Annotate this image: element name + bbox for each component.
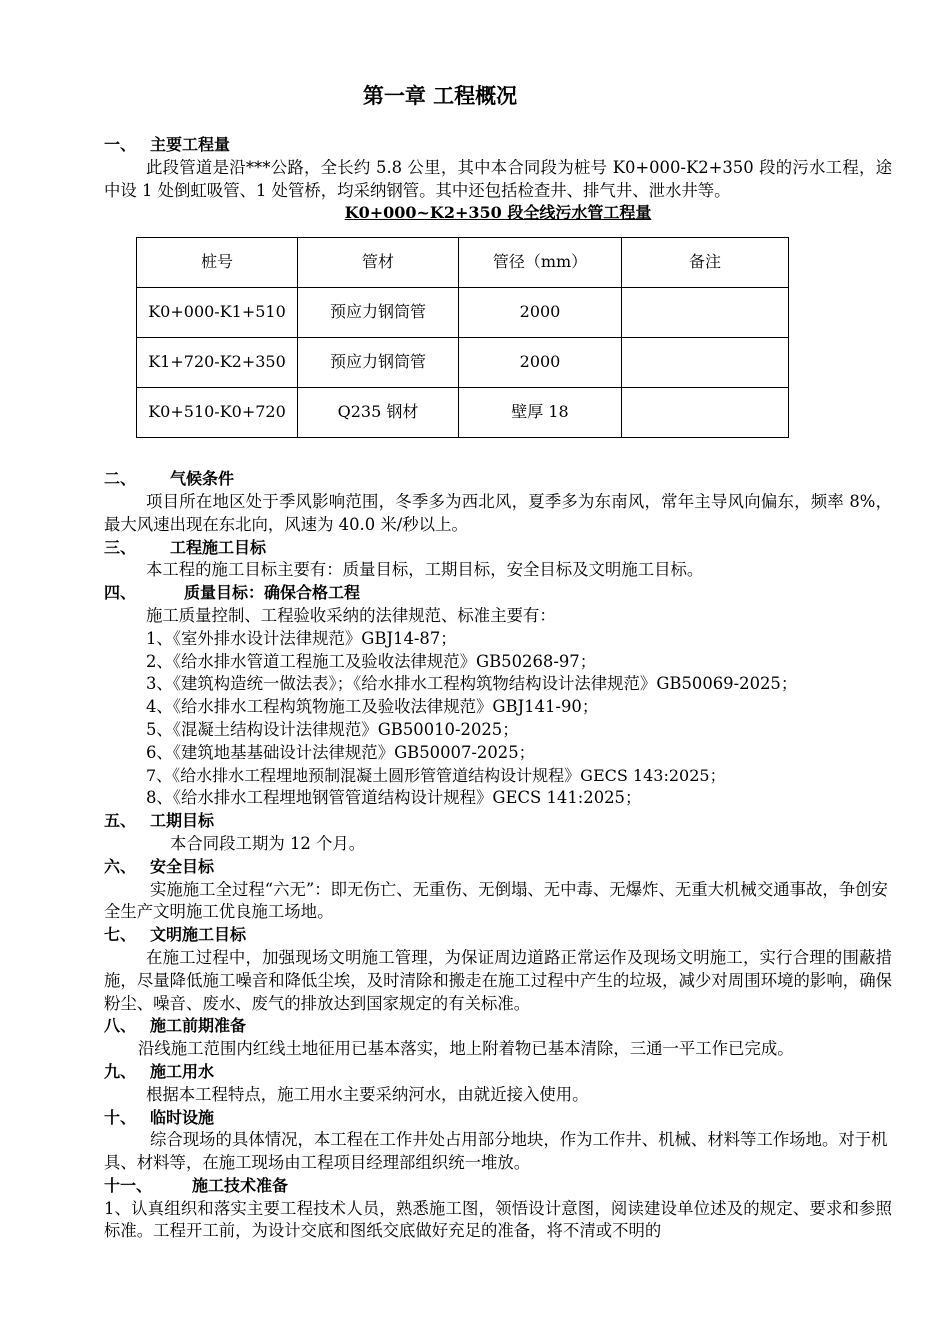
table-cell: Q235 钢材 <box>298 388 459 438</box>
table-row <box>137 288 789 338</box>
section-heading-10 <box>104 1107 892 1130</box>
table-cell: K0+000-K1+510 <box>137 288 298 338</box>
standard-list-item: 5、《混凝土结构设计法律规范》GB50010-2025； <box>146 719 519 739</box>
section-paragraph: 综合现场的具体情况，本工程在工作井处占用部分地块，作为工作井、机械、材料等工作场地。对于机具、材料等，在施工现场由工程项目经理部组织统一堆放。 <box>104 1130 888 1173</box>
table-cell: 预应力钢筒管 <box>298 288 459 338</box>
section-heading-8 <box>104 1015 892 1038</box>
table-header-cell: 管材 <box>298 238 459 288</box>
section-number: 三、 <box>104 537 137 557</box>
table-cell: K1+720-K2+350 <box>137 338 298 388</box>
section-number: 九、 <box>104 1061 137 1081</box>
standard-list-item: 6、《建筑地基基础设计法律规范》GB50007-2025； <box>146 742 536 762</box>
section-heading-2 <box>104 468 892 491</box>
section-number: 一、 <box>104 135 137 154</box>
section-title: 主要工程量 <box>150 135 231 154</box>
table-cell: 2000 <box>459 338 622 388</box>
section-paragraph: 施工质量控制、工程验收采纳的法律规范、标准主要有： <box>146 605 556 625</box>
section-heading-5 <box>104 810 892 833</box>
table-row <box>137 388 789 438</box>
section-number: 十一、 <box>104 1175 153 1195</box>
chapter-title: 第一章 工程概况 <box>362 84 518 108</box>
section-paragraph: 1、认真组织和落实主要工程技术人员，熟悉施工图，领悟设计意图，阅读建设单位述及的规定、要求和参照标准。工程开工前，为设计交底和图纸交底做好充足的准备，将不清或不明的 <box>104 1198 892 1241</box>
section-title: 施工技术准备 <box>192 1175 289 1195</box>
section-number: 六、 <box>104 856 137 876</box>
section-heading-9 <box>104 1061 892 1084</box>
section-number: 五、 <box>104 811 137 831</box>
standard-list-item: 1、《室外排水设计法律规范》GBJ14-87； <box>146 628 457 648</box>
section-heading-11 <box>104 1175 892 1198</box>
table-cell <box>622 388 789 438</box>
document-body <box>104 134 892 1243</box>
section-title: 工期目标 <box>150 811 215 831</box>
table-header-cell: 备注 <box>622 238 789 288</box>
section-paragraph: 项目所在地区处于季风影响范围，冬季多为西北风，夏季多为东南风，常年主导风向偏东，频率 8%，最大风速出现在东北向，风速为 40.0 米/秒以上。 <box>104 491 892 534</box>
section-title: 施工用水 <box>150 1061 215 1081</box>
section-heading-3 <box>104 537 892 560</box>
section-heading-1 <box>104 134 892 157</box>
section-title: 气候条件 <box>170 469 235 489</box>
section-heading-4 <box>104 582 892 605</box>
table-header-cell: 桩号 <box>137 238 298 288</box>
table-header-cell: 管径（mm） <box>459 238 622 288</box>
table-cell: 预应力钢筒管 <box>298 338 459 388</box>
section-number: 十、 <box>104 1107 137 1127</box>
section-number: 四、 <box>104 583 137 603</box>
section-title: 文明施工目标 <box>150 925 247 945</box>
section-paragraph: 沿线施工范围内红线土地征用已基本落实，地上附着物已基本清除，三通一平工作已完成。 <box>138 1039 794 1059</box>
table-cell: K0+510-K0+720 <box>137 388 298 438</box>
section-number: 八、 <box>104 1016 137 1036</box>
section-paragraph: 本工程的施工目标主要有：质量目标，工期目标，安全目标及文明施工目标。 <box>146 560 704 580</box>
standard-list-item: 8、《给水排水工程埋地钢管管道结构设计规程》GECS 141:2025； <box>146 788 642 808</box>
section-title: 临时设施 <box>150 1107 215 1127</box>
standard-list-item: 2、《给水排水管道工程施工及验收法律规范》GB50268-97； <box>146 651 597 671</box>
section-heading-7 <box>104 924 892 947</box>
pipe-quantity-table <box>136 237 789 438</box>
section-number: 七、 <box>104 925 137 945</box>
section-heading-6 <box>104 856 892 879</box>
table-title: K0+000~K2+350 段全线污水管工程量 <box>344 203 652 223</box>
section-paragraph: 在施工过程中，加强现场文明施工管理，为保证周边道路正常运作及现场文明施工，实行合理的围蔽措施，尽量降低施工噪音和降低尘埃，及时清除和搬走在施工过程中产生的垃圾，减少对周围环境的影响，确保粉尘、噪音、废水、废气的排放达到国家规定的有关标准。 <box>104 947 892 1013</box>
section-paragraph: 实施施工全过程“六无”：即无伤亡、无重伤、无倒塌、无中毒、无爆炸、无重大机械交通事故，争创安全生产文明施工优良施工场地。 <box>104 879 888 922</box>
table-row <box>137 338 789 388</box>
section-paragraph: 此段管道是沿***公路，全长约 5.8 公里，其中本合同段为桩号 K0+000-K2+350 段的污水工程，途中设 1 处倒虹吸管、1 处管桥，均采纳钢管。其中还包括检查井、排气井、泄水井等。 <box>104 157 892 200</box>
section-title: 安全目标 <box>150 856 215 876</box>
standard-list-item: 7、《给水排水工程埋地预制混凝土圆形管管道结构设计规程》GECS 143:2025； <box>146 765 726 785</box>
standard-list-item: 3、《建筑构造统一做法表》；《给水排水工程构筑物结构设计法律规范》GB50069-2025； <box>146 674 798 694</box>
table-cell: 壁厚 18 <box>459 388 622 438</box>
table-header-row <box>137 238 789 288</box>
table-cell <box>622 338 789 388</box>
table-cell: 2000 <box>459 288 622 338</box>
section-title: 质量目标：确保合格工程 <box>184 583 361 603</box>
section-paragraph: 根据本工程特点，施工用水主要采纳河水，由就近接入使用。 <box>146 1084 589 1104</box>
section-paragraph: 本合同段工期为 12 个月。 <box>170 833 366 853</box>
standard-list-item: 4、《给水排水工程构筑物施工及验收法律规范》GBJ141-90； <box>146 697 599 717</box>
section-title: 工程施工目标 <box>170 537 267 557</box>
table-cell <box>622 288 789 338</box>
spacer <box>104 438 892 468</box>
section-number: 二、 <box>104 469 137 489</box>
section-title: 施工前期准备 <box>150 1016 247 1036</box>
